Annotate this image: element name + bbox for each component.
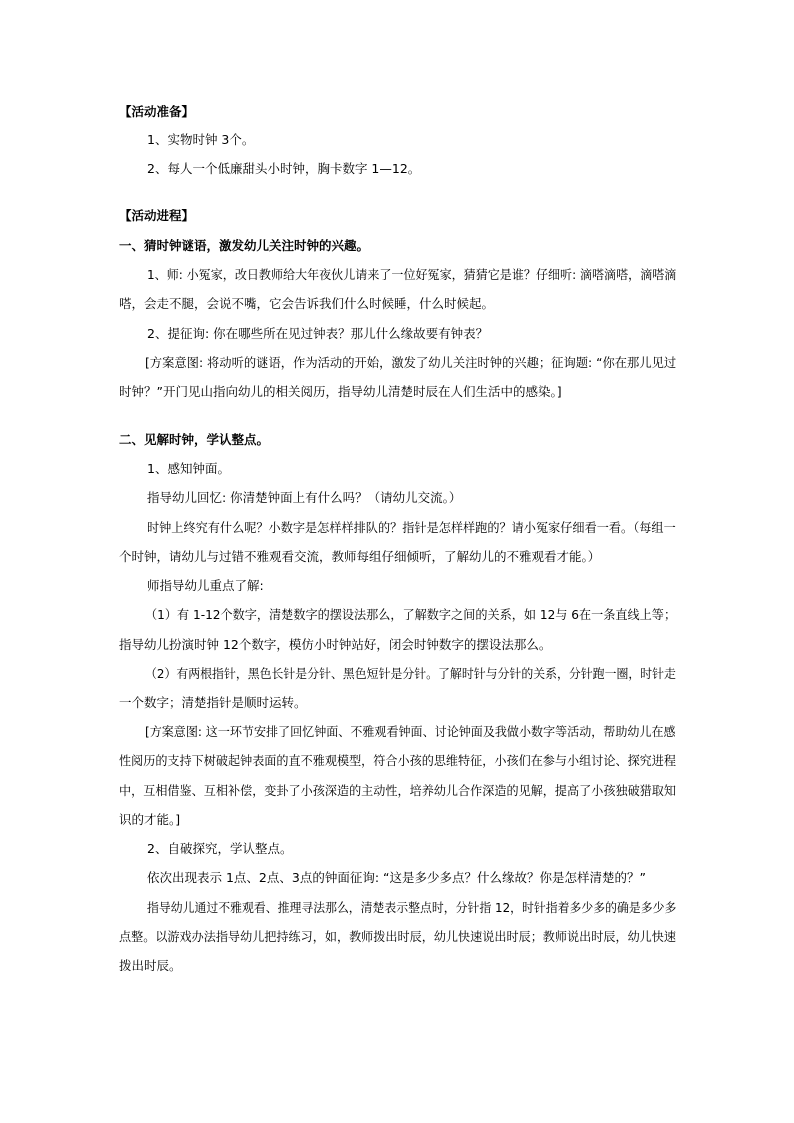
paragraph-line: 师指导幼儿重点了解: [147,578,264,593]
step-2-title: 二、见解时钟，学认整点。 [119,432,270,447]
paragraph-line: 2、自破探究，学认整点。 [147,841,293,856]
paragraph-line: 中，互相借鉴、互相补偿，变卦了小孩深造的主动性，培养幼儿合作深造的见解，提高了小孩独破猎取知 [119,783,677,798]
step-1-title: 一、猜时钟谜语，激发幼儿关注时钟的兴趣。 [119,238,370,253]
paragraph-line: 指导幼儿扮演时钟 12个数字，模仿小时钟站好，闭会时钟数字的摆设法那么。 [119,637,552,652]
paragraph-line: 一个数字；清楚指针是顺时运转。 [119,695,307,710]
paragraph-line: 嗒，会走不腿，会说不嘴，它会告诉我们什么时候睡，什么时候起。 [119,296,495,311]
paragraph-line: 指导幼儿回忆: 你清楚钟面上有什么吗？（请幼儿交流。） [147,490,462,505]
paragraph-line: 点整。以游戏办法指导幼儿把持练习，如，教师拨出时辰，幼儿快速说出时辰；教师说出时辰，幼儿快速 [119,929,677,944]
paragraph-line: 1、感知钟面。 [147,461,230,476]
paragraph-line: 拨出时辰。 [119,958,182,973]
paragraph-line: 个时钟，请幼儿与过错不雅观看交流，教师每组仔细倾听，了解幼儿的不雅观看才能。） [119,549,601,564]
paragraph-line: 时钟上终究有什么呢？小数字是怎样样排队的？指针是怎样样跑的？请小冤家仔细看一看。（每组一 [147,520,676,535]
prep-item-1: 1、实物时钟 3个。 [147,132,255,147]
paragraph-line: 依次出现表示 1点、2点、3点的钟面征询: “这是多少多点？什么缘故？你是怎样清楚的？” [147,870,646,885]
paragraph-line: 性阅历的支持下树破起钟表面的直不雅观模型，符合小孩的思维特征，小孩们在参与小组讨论、探究进程 [119,753,677,768]
paragraph-line: （2）有两根指针，黑色长针是分针、黑色短针是分针。了解时针与分针的关系，分针跑一圈，时针走 [145,666,676,681]
section-heading-preparation: 【活动准备】 [119,104,195,119]
paragraph-line: 时钟？”开门见山指向幼儿的相关阅历，指导幼儿清楚时辰在人们生活中的感染。] [119,384,562,399]
paragraph-line: 识的才能。] [119,812,181,827]
prep-item-2: 2、每人一个低廉甜头小时钟，胸卡数字 1—12。 [147,161,421,176]
section-heading-process: 【活动进程】 [119,208,195,223]
paragraph-line: [方案意图: 将动听的谜语，作为活动的开始，激发了幼儿关注时钟的兴趣；征询题: “你在那儿见过 [145,355,677,370]
paragraph-line: [方案意图: 这一环节安排了回忆钟面、不雅观看钟面、讨论钟面及我做小数字等活动，帮助幼儿在感 [145,724,676,739]
paragraph-line: 1、师: 小冤家，改日教师给大年夜伙儿请来了一位好冤家，猜猜它是谁？仔细听: 滴嗒滴嗒，滴嗒滴 [147,267,677,282]
paragraph-line: （1）有 1-12个数字，清楚数字的摆设法那么，了解数字之间的关系，如 12与 6在一条直线上等； [145,607,677,622]
paragraph-line: 2、提征询: 你在哪些所在见过钟表？那儿什么缘故要有钟表？ [147,326,489,341]
paragraph-line: 指导幼儿通过不雅观看、推理寻法那么，清楚表示整点时，分针指 12，时针指着多少多的确是多少多 [147,900,677,915]
